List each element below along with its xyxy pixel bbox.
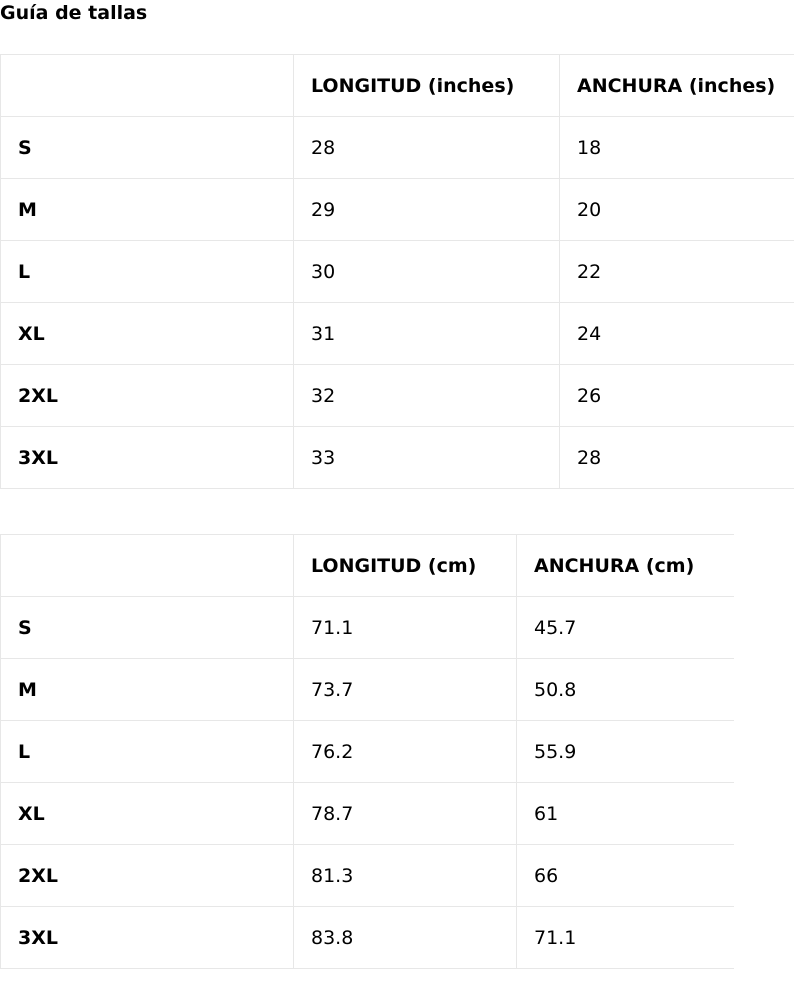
width-cell: 61 [517, 783, 735, 845]
size-cell: XL [1, 783, 294, 845]
page-title: Guía de tallas [0, 2, 148, 24]
size-cell: 2XL [1, 845, 294, 907]
width-cell: 20 [560, 179, 794, 241]
width-cell: 71.1 [517, 907, 735, 969]
length-cell: 30 [294, 241, 560, 303]
size-cell: XL [1, 303, 294, 365]
size-cell: 3XL [1, 427, 294, 489]
size-cell: S [1, 597, 294, 659]
length-cell: 73.7 [294, 659, 517, 721]
header-width-cm: ANCHURA (cm) [517, 535, 735, 597]
header-length-inches: LONGITUD (inches) [294, 55, 560, 117]
header-size [1, 55, 294, 117]
table-header-row [1, 55, 794, 117]
size-cell: 2XL [1, 365, 294, 427]
length-cell: 78.7 [294, 783, 517, 845]
length-cell: 32 [294, 365, 560, 427]
width-cell: 22 [560, 241, 794, 303]
length-cell: 83.8 [294, 907, 517, 969]
width-cell: 28 [560, 427, 794, 489]
table-row [1, 659, 735, 721]
size-table-cm [0, 534, 734, 969]
table-row [1, 303, 794, 365]
size-cell: M [1, 179, 294, 241]
length-cell: 29 [294, 179, 560, 241]
size-cell: S [1, 117, 294, 179]
size-cell: M [1, 659, 294, 721]
header-width-inches: ANCHURA (inches) [560, 55, 794, 117]
table-row [1, 179, 794, 241]
table-row [1, 597, 735, 659]
header-size [1, 535, 294, 597]
width-cell: 24 [560, 303, 794, 365]
length-cell: 71.1 [294, 597, 517, 659]
width-cell: 18 [560, 117, 794, 179]
table-row [1, 365, 794, 427]
length-cell: 31 [294, 303, 560, 365]
table-row [1, 117, 794, 179]
table-row [1, 845, 735, 907]
table-row [1, 427, 794, 489]
length-cell: 76.2 [294, 721, 517, 783]
size-cell: 3XL [1, 907, 294, 969]
length-cell: 33 [294, 427, 560, 489]
width-cell: 66 [517, 845, 735, 907]
size-table-inches [0, 54, 794, 489]
table-row [1, 783, 735, 845]
table-header-row [1, 535, 735, 597]
width-cell: 45.7 [517, 597, 735, 659]
width-cell: 55.9 [517, 721, 735, 783]
size-cell: L [1, 721, 294, 783]
length-cell: 81.3 [294, 845, 517, 907]
size-cell: L [1, 241, 294, 303]
size-table-cm-container [0, 534, 734, 969]
width-cell: 50.8 [517, 659, 735, 721]
header-length-cm: LONGITUD (cm) [294, 535, 517, 597]
table-row [1, 721, 735, 783]
size-table-inches-container [0, 54, 794, 489]
width-cell: 26 [560, 365, 794, 427]
length-cell: 28 [294, 117, 560, 179]
table-row [1, 241, 794, 303]
table-row [1, 907, 735, 969]
